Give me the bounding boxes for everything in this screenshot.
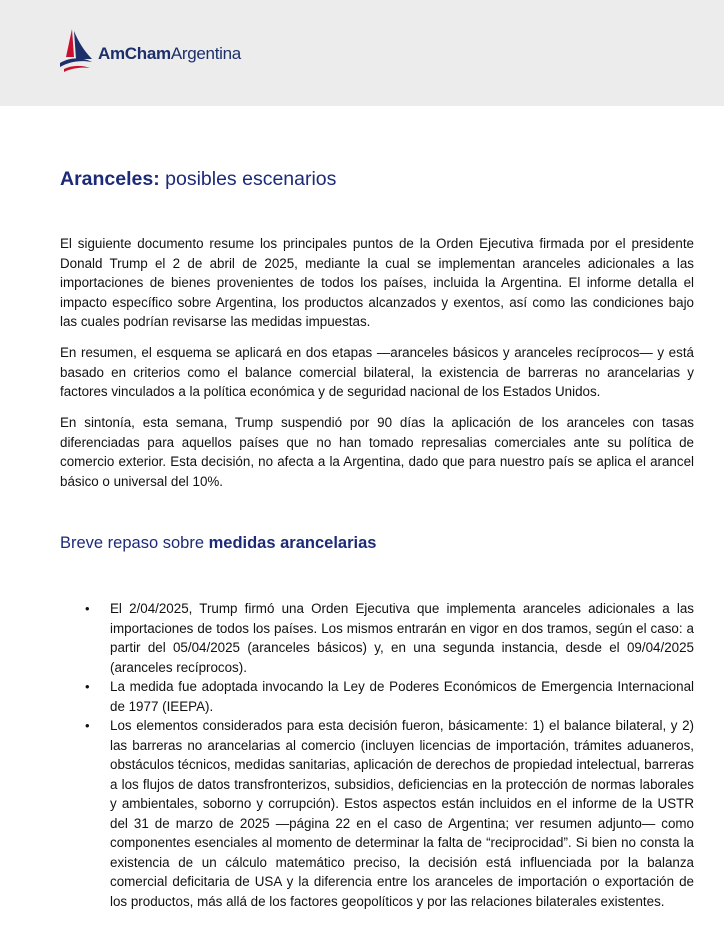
section-heading-strong: medidas arancelarias xyxy=(208,534,377,552)
list-item xyxy=(85,677,694,716)
list-item-text: La medida fue adoptada invocando la Ley de Poderes Económicos de Emergencia Internacional de 1977 (IEEPA). xyxy=(110,679,694,714)
sail-logo-icon xyxy=(58,27,94,73)
bullet-icon: • xyxy=(85,718,90,733)
bullet-icon: • xyxy=(85,679,90,694)
logo-brand-regular: Argentina xyxy=(170,44,241,63)
update-paragraph: En sintonía, esta semana, Trump suspendió por 90 días la aplicación de los aranceles con tasas diferenciadas para aquellos países que no han tomado represalias comerciales ante su política de comercio exterior. Esta decisión, no afecta a la Argentina, dado que para nuestro país se aplica el arancel básico o universal del 10%. xyxy=(60,415,694,489)
section-heading xyxy=(60,534,376,553)
section-heading-normal: Breve repaso sobre xyxy=(60,534,209,552)
logo-wordmark xyxy=(98,44,241,64)
title-strong: Aranceles: xyxy=(60,168,160,190)
list-item-text: El 2/04/2025, Trump firmó una Orden Ejecutiva que implementa aranceles adicionales a las importaciones de todos los países. Los mismos entrarán en vigor en dos tramos, según el caso: a partir del 05/04/2025 (aranceles básicos) y, en una segunda instancia, desde el 09/04/2025 (aranceles recíprocos). xyxy=(110,601,694,675)
summary-paragraph: En resumen, el esquema se aplicará en dos etapas —aranceles básicos y aranceles recíprocos— y está basado en criterios como el balance comercial bilateral, la existencia de barreras no arancelarias y factores vinculados a la política económica y de seguridad nacional de los Estados Unidos. xyxy=(60,345,694,399)
list-item xyxy=(85,599,694,677)
page-header xyxy=(0,0,724,106)
bullet-icon: • xyxy=(85,601,90,616)
intro-paragraph: El siguiente documento resume los principales puntos de la Orden Ejecutiva firmada por el presidente Donald Trump el 2 de abril de 2025, mediante la cual se implementan aranceles adicionales a las importaciones de bienes provenientes de todos los países, incluida la Argentina. El informe detalla el impacto específico sobre Argentina, los productos alcanzados y exentos, así como las condiciones bajo las cuales podrían revisarse las medidas impuestas. xyxy=(60,236,694,329)
measures-list xyxy=(85,599,694,911)
list-item-text: Los elementos considerados para esta decisión fueron, básicamente: 1) el balance bilateral, y 2) las barreras no arancelarias al comercio (incluyen licencias de importación, trámites aduaneros, obstáculos técnicos, medidas sanitarias, aplicación de derechos de propiedad intelectual, barreras a los flujos de datos transfronterizos, subsidios, deficiencias en la protección de normas laborales y ambientales, soborno y corrupción). Estos aspectos están incluidos en el informe de la USTR del 31 de marzo de 2025 —página 22 en el caso de Argentina; ver resumen adjunto— como componentes esenciales al momento de determinar la falta de “reciprocidad”. Si bien no consta la existencia de un cálculo matemático preciso, la decisión está influenciada por la balanza comercial deficitaria de USA y la diferencia entre los aranceles de importación o exportación de los productos, más allá de los factores geopolíticos y por las relaciones bilaterales existentes. xyxy=(110,718,694,909)
amcham-logo xyxy=(58,26,241,74)
list-item xyxy=(85,716,694,911)
logo-brand-bold: AmCham xyxy=(98,44,171,63)
title-rest: posibles escenarios xyxy=(159,168,337,190)
page-title xyxy=(60,168,336,191)
